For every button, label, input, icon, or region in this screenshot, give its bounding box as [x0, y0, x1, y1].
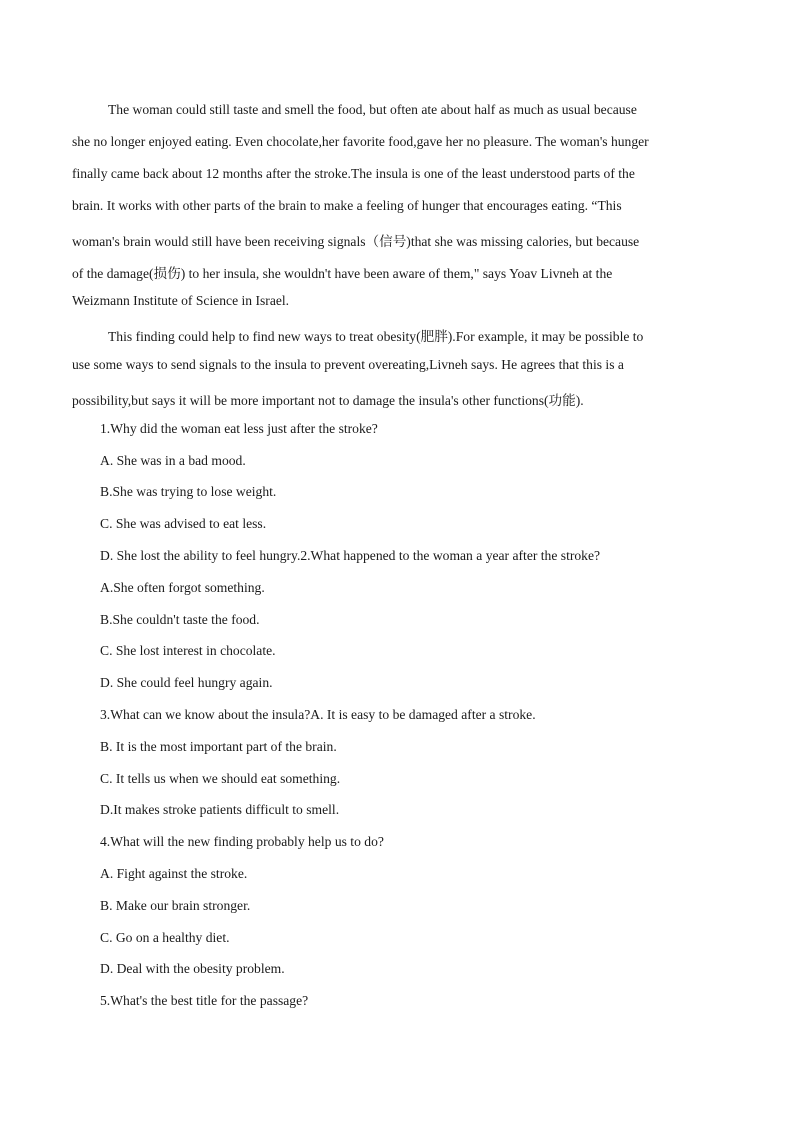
- paragraph2-line-3: possibility,but says it will be more important not to damage the insula's other functions(功能).: [72, 393, 584, 408]
- q3-option-d: D.It makes stroke patients difficult to smell.: [100, 802, 340, 817]
- q1-option-b: B.She was trying to lose weight.: [100, 484, 277, 499]
- q3-option-b: B. It is the most important part of the brain.: [100, 739, 337, 754]
- paragraph2-line-2: use some ways to send signals to the insula to prevent overeating,Livneh says. He agrees that this is a: [72, 357, 624, 372]
- q2-option-c: C. She lost interest in chocolate.: [100, 643, 276, 658]
- question-5: 5.What's the best title for the passage?: [100, 993, 309, 1008]
- paragraph2-line-1: This finding could help to find new ways to treat obesity(肥胖).For example, it may be possible to: [108, 329, 644, 344]
- q1-option-d-and-question-2: D. She lost the ability to feel hungry.2.What happened to the woman a year after the stroke?: [100, 548, 601, 563]
- paragraph1-line-2: she no longer enjoyed eating. Even chocolate,her favorite food,gave her no pleasure. The woman's hunger: [72, 134, 649, 149]
- paragraph1-line-1: The woman could still taste and smell the food, but often ate about half as much as usual because: [108, 102, 637, 117]
- paragraph1-line-6: of the damage(损伤) to her insula, she wouldn't have been aware of them," says Yoav Livneh at the: [72, 266, 613, 281]
- q2-option-d: D. She could feel hungry again.: [100, 675, 273, 690]
- q4-option-d: D. Deal with the obesity problem.: [100, 961, 285, 976]
- question-4: 4.What will the new finding probably help us to do?: [100, 834, 384, 849]
- question-3-and-option-a: 3.What can we know about the insula?A. It is easy to be damaged after a stroke.: [100, 707, 536, 722]
- q4-option-b: B. Make our brain stronger.: [100, 898, 251, 913]
- q2-option-a: A.She often forgot something.: [100, 580, 265, 595]
- paragraph1-line-4: brain. It works with other parts of the brain to make a feeling of hunger that encourages eating. “This: [72, 198, 622, 213]
- q1-option-a: A. She was in a bad mood.: [100, 453, 246, 468]
- q1-option-c: C. She was advised to eat less.: [100, 516, 267, 531]
- question-1: 1.Why did the woman eat less just after the stroke?: [100, 421, 378, 436]
- q4-option-c: C. Go on a healthy diet.: [100, 930, 230, 945]
- q3-option-c: C. It tells us when we should eat something.: [100, 771, 341, 786]
- paragraph1-line-3: finally came back about 12 months after the stroke.The insula is one of the least understood parts of the: [72, 166, 635, 181]
- q2-option-b: B.She couldn't taste the food.: [100, 612, 260, 627]
- paragraph1-line-5: woman's brain would still have been receiving signals（信号)that she was missing calories, but because: [72, 234, 640, 249]
- paragraph1-line-7: Weizmann Institute of Science in Israel.: [72, 293, 290, 308]
- q4-option-a: A. Fight against the stroke.: [100, 866, 248, 881]
